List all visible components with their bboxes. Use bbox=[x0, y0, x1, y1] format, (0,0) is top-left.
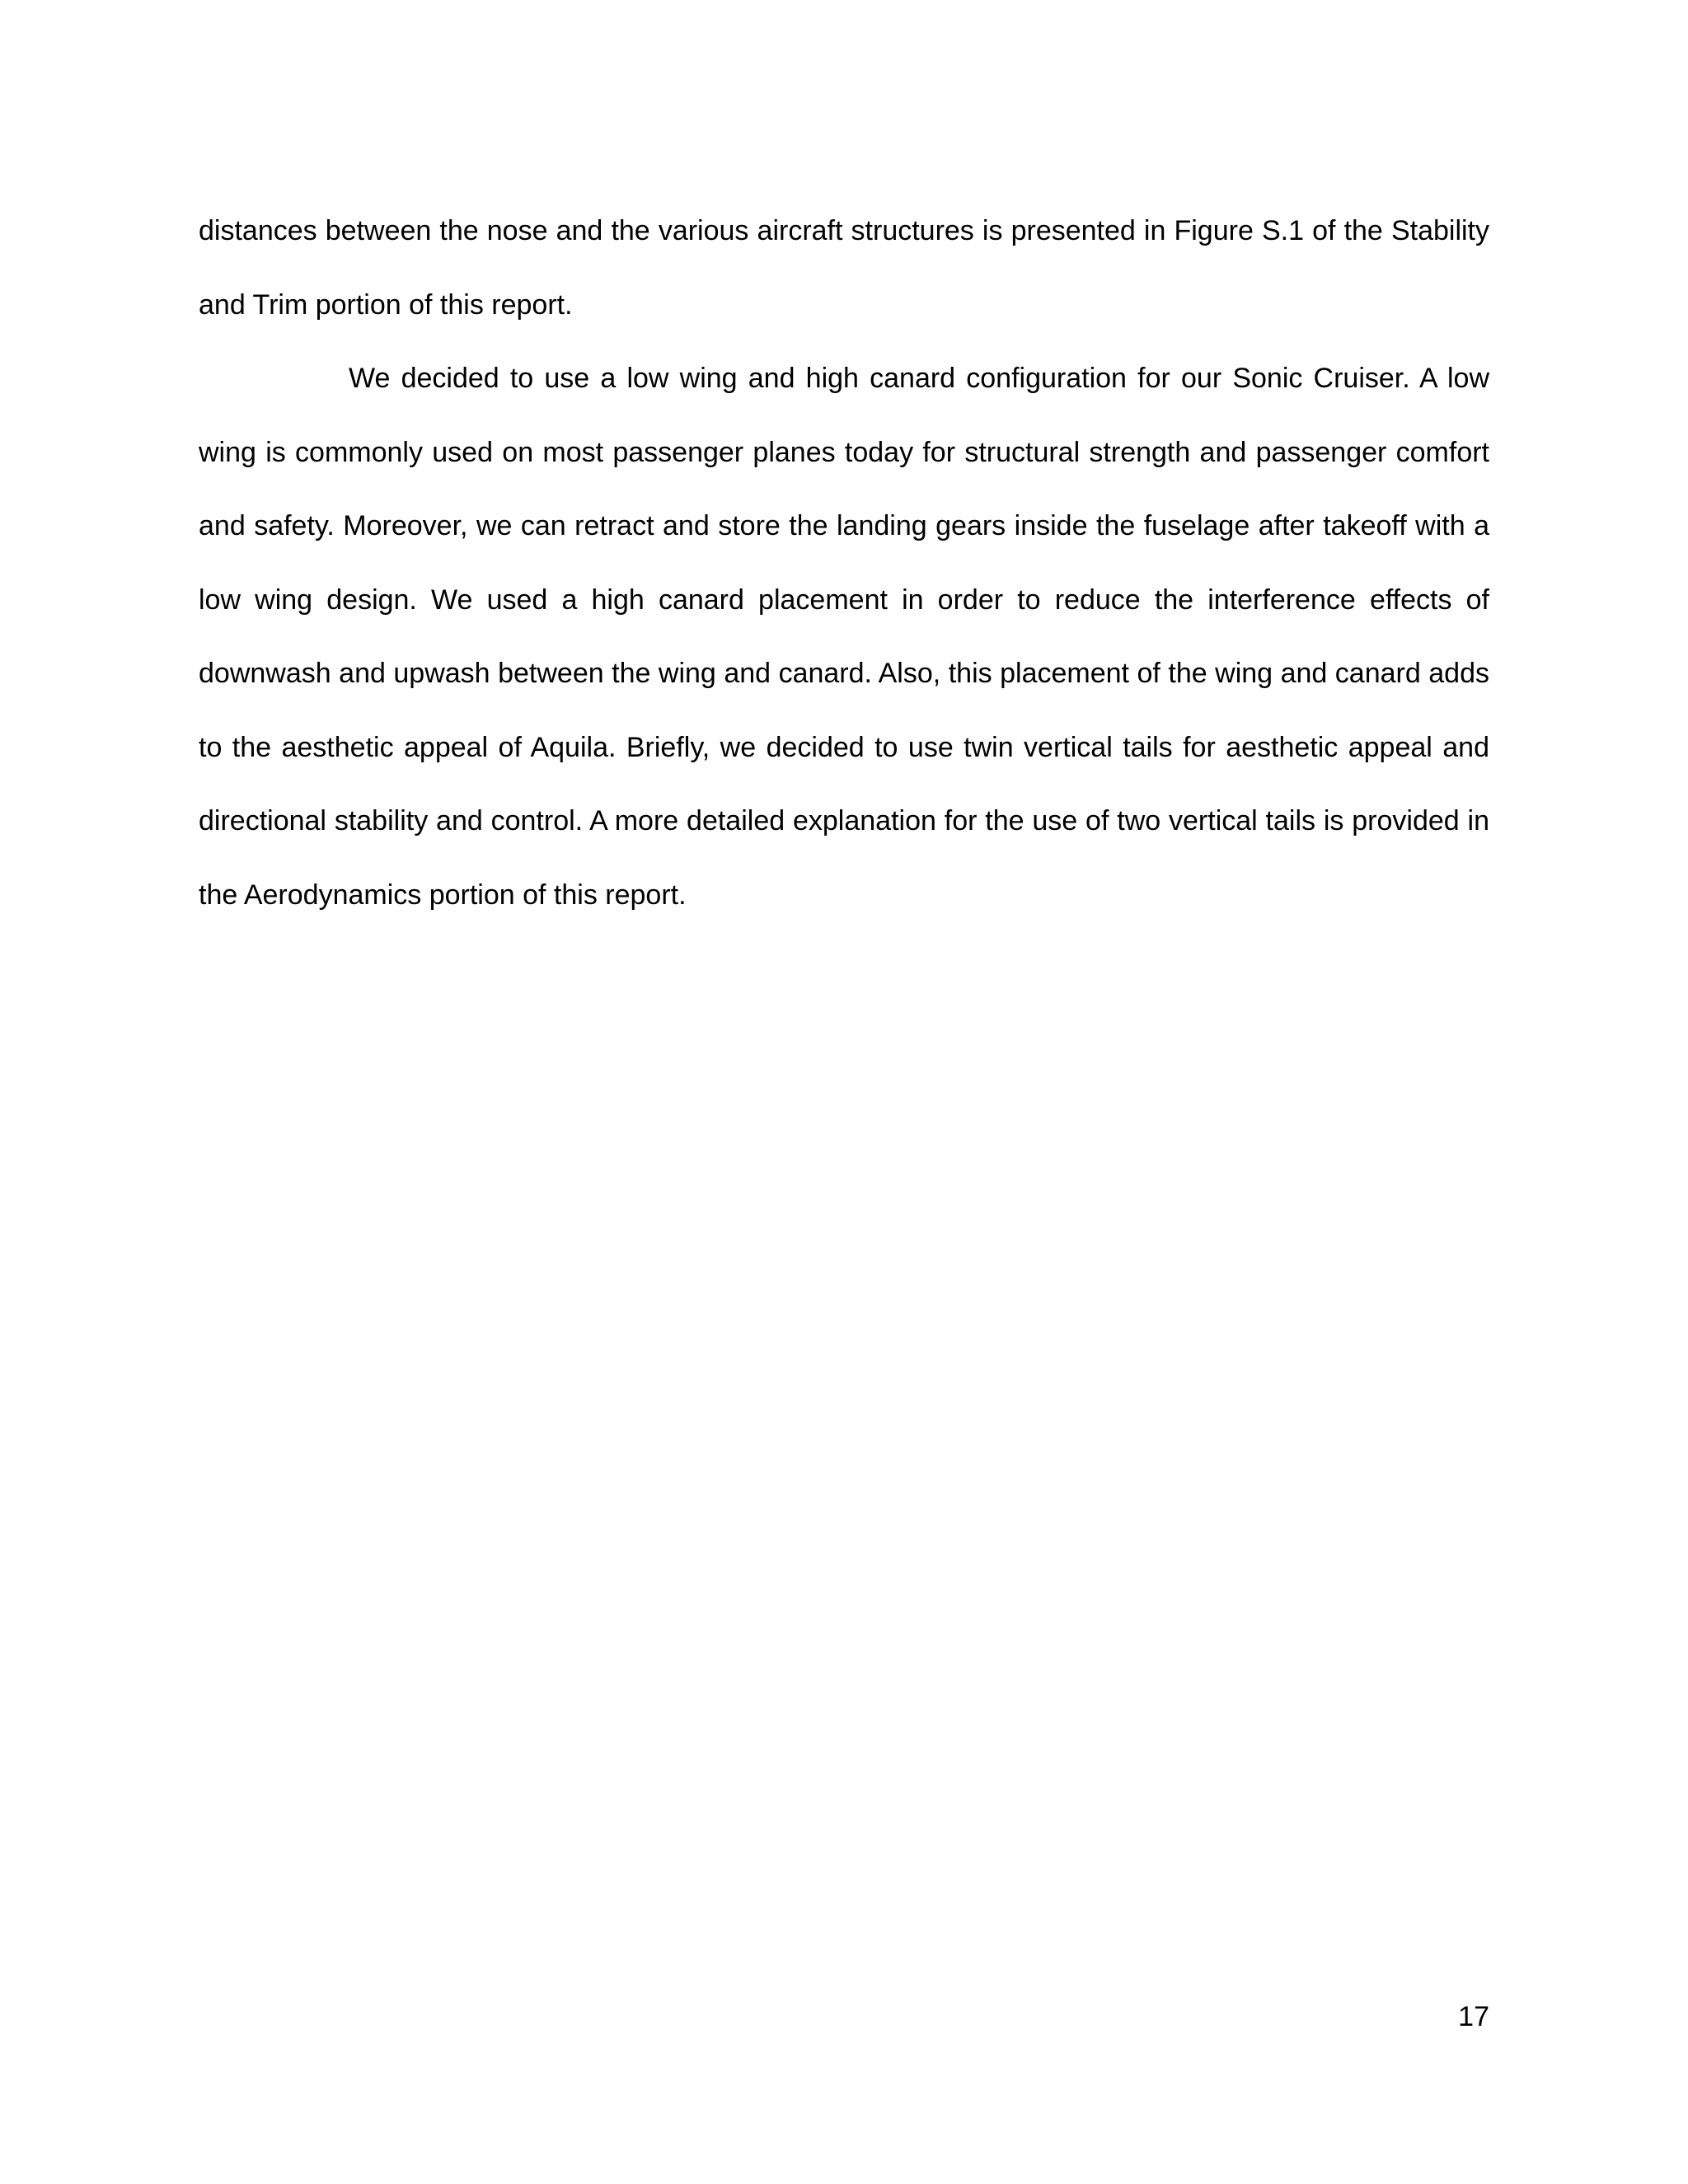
paragraph-configuration: We decided to use a low wing and high canard configuration for our Sonic Cruiser. A low wing is commonly used on most passenger planes today for structural strength and passenger comfort and safety. Moreover, we can retract and store the landing gears inside the fuselage after takeoff with a low wing design. We used a high canard placement in order to reduce the interference effects of downwash and upwash between the wing and canard. Also, this placement of the wing and canard adds to the aesthetic appeal of Aquila. Briefly, we decided to use twin vertical tails for aesthetic appeal and directional stability and control. A more detailed explanation for the use of two vertical tails is provided in the Aerodynamics portion of this report. bbox=[199, 363, 1489, 911]
body-text bbox=[199, 194, 1489, 932]
page-number: 17 bbox=[1458, 2001, 1489, 2032]
paragraph-continuation: distances between the nose and the various aircraft structures is presented in Figure S.1 of the Stability and Trim portion of this report. bbox=[199, 215, 1489, 321]
